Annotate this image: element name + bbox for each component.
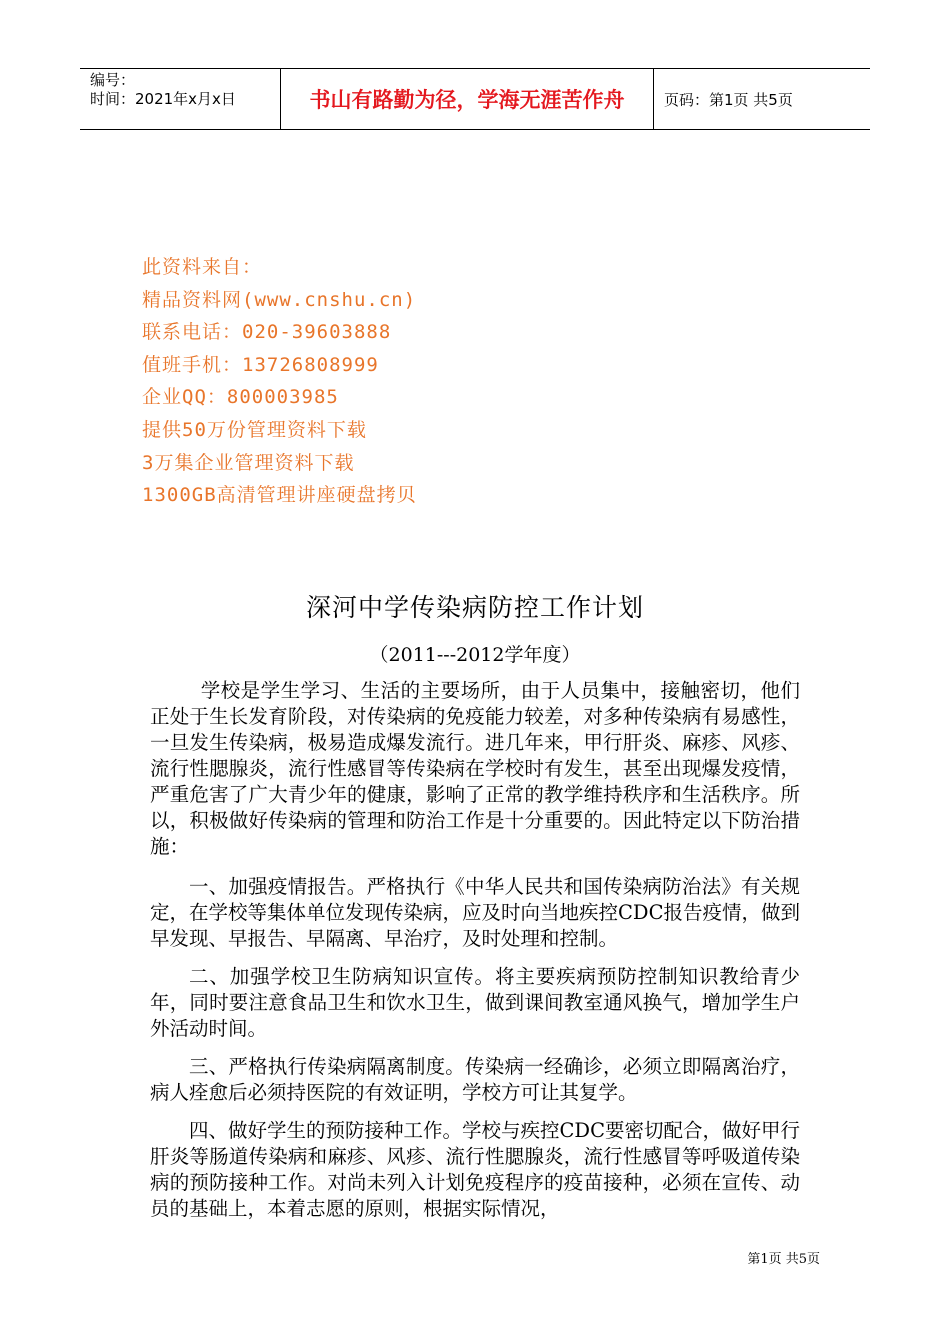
ad-line: 企业QQ：800003985	[142, 386, 339, 409]
body-paragraph: 三、严格执行传染病隔离制度。传染病一经确诊，必须立即隔离治疗，病人痊愈后必须持医院的有效证明，学校方可让其复学。	[150, 1055, 800, 1104]
ad-line: 精品资料网(www.cnshu.cn)	[142, 288, 417, 311]
header-meta	[80, 69, 281, 129]
ad-line: 1300GB高清管理讲座硬盘拷贝	[142, 484, 417, 507]
body-paragraph: 一、加强疫情报告。严格执行《中华人民共和国传染病防治法》有关规定，在学校等集体单位发现传染病，应及时向当地疾控CDC报告疫情，做到早发现、早报告、早隔离、早治疗，及时处理和控制。	[150, 875, 800, 950]
header-number: 编号：	[90, 71, 136, 89]
page-header	[80, 68, 870, 130]
ad-line: 3万集企业管理资料下载	[142, 451, 355, 474]
source-ad-block	[142, 251, 417, 512]
body-paragraph: 二、加强学校卫生防病知识宣传。将主要疾病预防控制知识教给青少年，同时要注意食品卫生和饮水卫生，做到课间教室通风换气，增加学生户外活动时间。	[150, 965, 800, 1040]
body-paragraph: 学校是学生学习、生活的主要场所，由于人员集中，接触密切，他们正处于生长发育阶段，对传染病的免疫能力较差，对多种传染病有易感性，一旦发生传染病，极易造成爆发流行。进几年来，甲行肝炎、麻疹、风疹、流行性腮腺炎，流行性感冒等传染病在学校时有发生，甚至出现爆发疫情，严重危害了广大青少年的健康，影响了正常的教学维持秩序和生活秩序。所以，积极做好传染病的管理和防治工作是十分重要的。因此特定以下防治措施：	[150, 679, 800, 858]
document-title: 深河中学传染病防控工作计划	[305, 593, 644, 622]
header-motto: 书山有路勤为径，学海无涯苦作舟	[281, 69, 654, 129]
page-footer: 第1页 共5页	[747, 1252, 820, 1267]
ad-line: 提供50万份管理资料下载	[142, 418, 367, 441]
ad-line: 值班手机：13726808999	[142, 353, 379, 376]
header-page-number: 页码：第1页 共5页	[664, 90, 793, 109]
document-body	[150, 678, 800, 1234]
ad-line: 联系电话：020-39603888	[142, 321, 392, 344]
document-subtitle: （2011---2012学年度）	[369, 644, 581, 666]
header-time: 时间：2021年x月x日	[90, 90, 236, 108]
ad-line: 此资料来自：	[142, 256, 263, 278]
body-paragraph: 四、做好学生的预防接种工作。学校与疾控CDC要密切配合，做好甲行肝炎等肠道传染病和麻疹、风疹、流行性腮腺炎，流行性感冒等呼吸道传染病的预防接种工作。对尚未列入计划免疫程序的疫苗接种，必须在宣传、动员的基础上，本着志愿的原则，根据实际情况，	[150, 1119, 800, 1220]
